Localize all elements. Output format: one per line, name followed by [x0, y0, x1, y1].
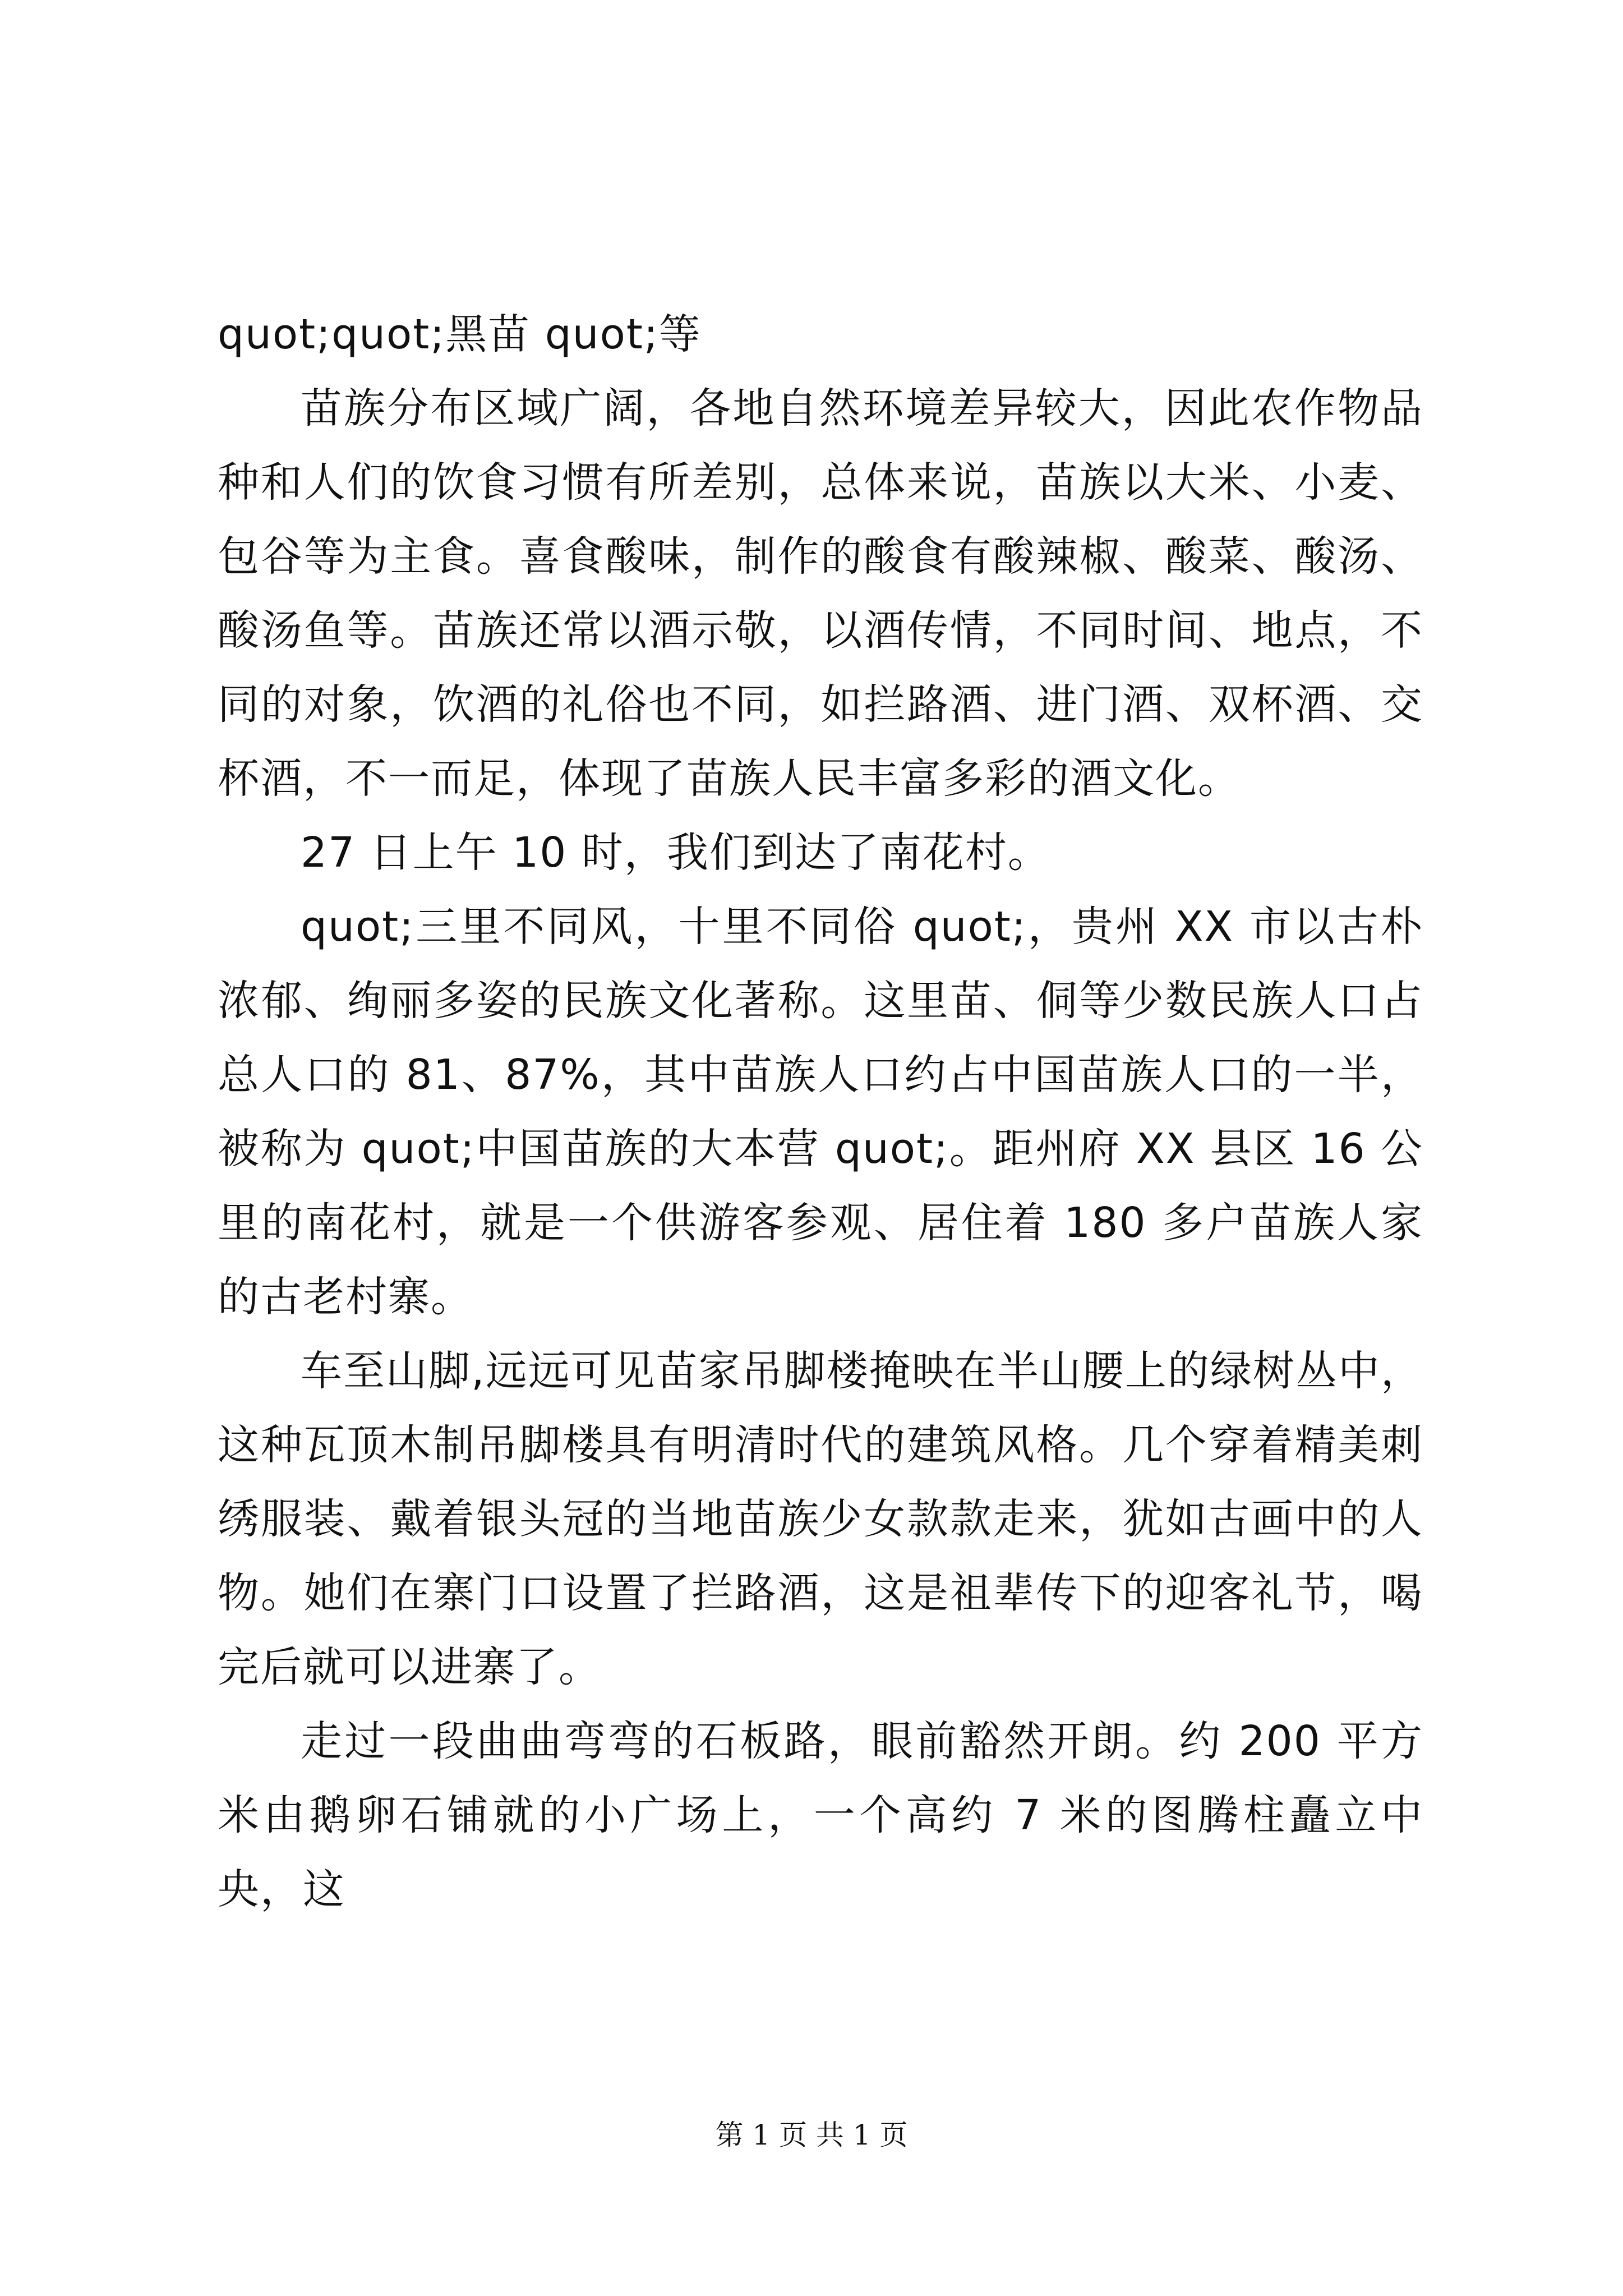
document-body — [218, 297, 1423, 1926]
paragraph-4: quot;三里不同风，十里不同俗 quot;，贵州 XX 市以古朴浓郁、绚丽多姿的民族文化著称。这里苗、侗等少数民族人口占总人口的 81、87%，其中苗族人口约占中国苗族人口的一半，被称为 quot;中国苗族的大本营 quot;。距州府 XX 县区 16 公里的南花村，就是一个供游客参观、居住着 180 多户苗族人家的古老村寨。 — [218, 903, 1423, 1321]
paragraph-5: 车至山脚,远远可见苗家吊脚楼掩映在半山腰上的绿树丛中，这种瓦顶木制吊脚楼具有明清时代的建筑风格。几个穿着精美刺绣服装、戴着银头冠的当地苗族少女款款走来，犹如古画中的人物。她们在寨门口设置了拦路酒，这是祖辈传下的迎客礼节，喝完后就可以进寨了。 — [218, 1347, 1423, 1691]
paragraph-6: 走过一段曲曲弯弯的石板路，眼前豁然开朗。约 200 平方米由鹅卵石铺就的小广场上，一个高约 7 米的图腾柱矗立中央，这 — [218, 1717, 1423, 1913]
paragraph-3: 27 日上午 10 时，我们到达了南花村。 — [301, 829, 1050, 877]
page-footer: 第 1 页 共 1 页 — [715, 2119, 908, 2151]
paragraph-2: 苗族分布区域广阔，各地自然环境差异较大，因此农作物品种和人们的饮食习惯有所差别，总体来说，苗族以大米、小麦、包谷等为主食。喜食酸味，制作的酸食有酸辣椒、酸菜、酸汤、酸汤鱼等。苗族还常以酒示敬，以酒传情，不同时间、地点，不同的对象，饮酒的礼俗也不同，如拦路酒、进门酒、双杯酒、交杯酒，不一而足，体现了苗族人民丰富多彩的酒文化。 — [218, 384, 1423, 803]
paragraph-1: quot;quot;黑苗 quot;等 — [218, 310, 702, 358]
